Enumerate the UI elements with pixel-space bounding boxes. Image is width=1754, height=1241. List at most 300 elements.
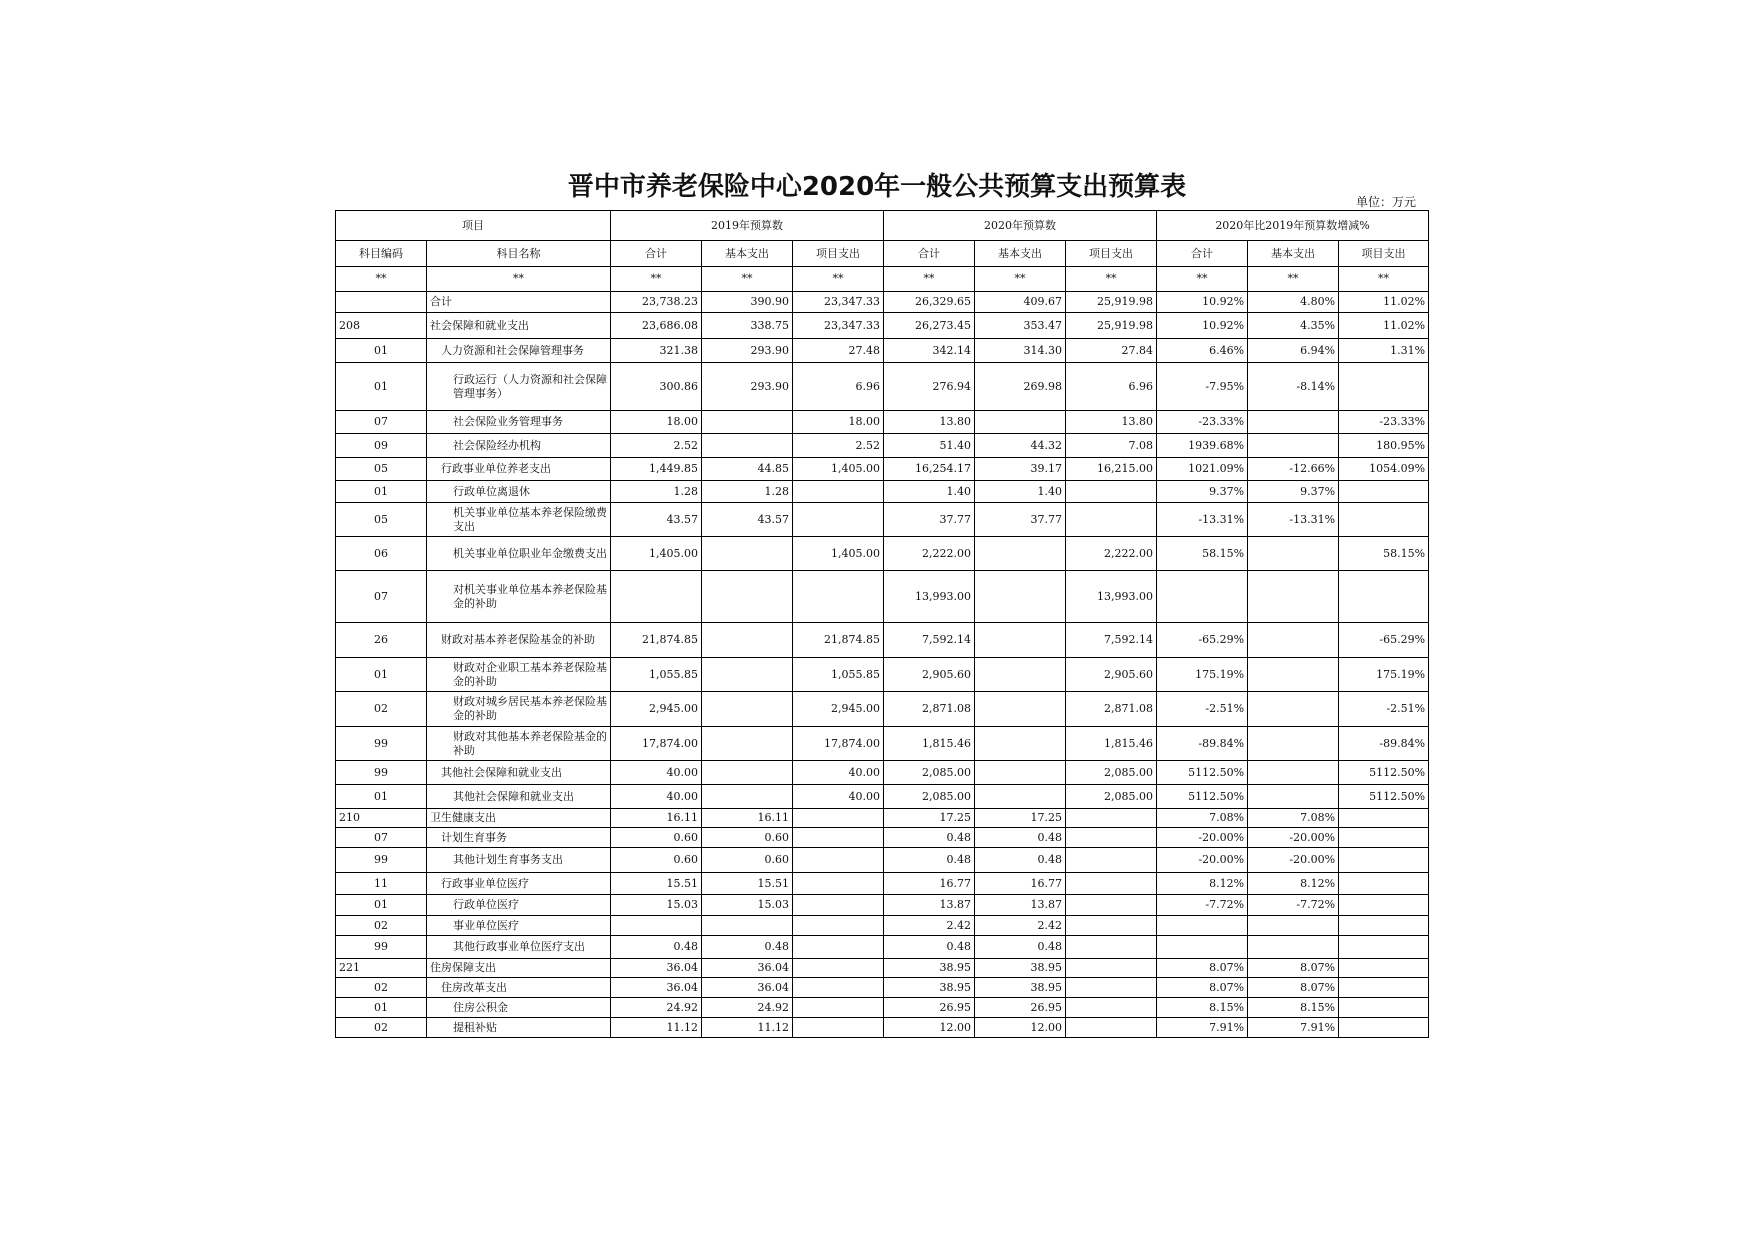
table-row (336, 727, 1429, 761)
subject-name: 其他行政事业单位医疗支出 (427, 936, 611, 959)
value-change-item (1339, 978, 1429, 998)
stars-cell: ** (793, 267, 884, 292)
value-2020-item: 2,905.60 (1066, 658, 1157, 692)
value-2019-basic: 11.12 (702, 1018, 793, 1038)
value-2020-item: 16,215.00 (1066, 458, 1157, 481)
value-2019-basic: 0.48 (702, 936, 793, 959)
value-2020-item (1066, 503, 1157, 537)
subject-code: 99 (336, 848, 427, 873)
value-2020-total: 2,905.60 (884, 658, 975, 692)
value-change-item (1339, 1018, 1429, 1038)
value-2019-basic (702, 571, 793, 623)
subject-code: 26 (336, 623, 427, 658)
value-change-item (1339, 571, 1429, 623)
value-2020-basic (975, 692, 1066, 727)
value-2019-item (793, 873, 884, 895)
value-2020-basic: 0.48 (975, 828, 1066, 848)
value-2019-item: 1,405.00 (793, 537, 884, 571)
value-2020-item (1066, 873, 1157, 895)
value-2020-total: 1,815.46 (884, 727, 975, 761)
subject-name: 其他计划生育事务支出 (427, 848, 611, 873)
value-2020-item: 2,871.08 (1066, 692, 1157, 727)
value-2019-total: 15.03 (611, 895, 702, 916)
value-2020-basic (975, 537, 1066, 571)
value-change-total: -20.00% (1157, 848, 1248, 873)
value-change-basic (1248, 761, 1339, 785)
stars-cell: ** (1339, 267, 1429, 292)
table-row (336, 292, 1429, 313)
table-row (336, 537, 1429, 571)
table-row (336, 895, 1429, 916)
value-2019-total: 23,686.08 (611, 313, 702, 339)
value-2019-total: 43.57 (611, 503, 702, 537)
subject-code: 06 (336, 537, 427, 571)
table-row (336, 571, 1429, 623)
value-2020-basic: 0.48 (975, 936, 1066, 959)
value-2020-item (1066, 895, 1157, 916)
value-change-item (1339, 503, 1429, 537)
table-row (336, 503, 1429, 537)
value-change-basic (1248, 936, 1339, 959)
subject-name: 行政单位医疗 (427, 895, 611, 916)
value-2020-item (1066, 916, 1157, 936)
value-2020-item: 2,222.00 (1066, 537, 1157, 571)
value-2019-total: 24.92 (611, 998, 702, 1018)
value-2019-total: 36.04 (611, 959, 702, 978)
table-row (336, 411, 1429, 434)
value-2019-item: 18.00 (793, 411, 884, 434)
subject-name: 计划生育事务 (427, 828, 611, 848)
value-2019-total: 1.28 (611, 481, 702, 503)
subject-name: 财政对城乡居民基本养老保险基金的补助 (427, 692, 611, 727)
header-code: 科目编码 (336, 241, 427, 267)
value-2019-total: 40.00 (611, 785, 702, 809)
value-change-item: -2.51% (1339, 692, 1429, 727)
subject-code: 02 (336, 916, 427, 936)
value-2020-total: 51.40 (884, 434, 975, 458)
value-2020-total: 37.77 (884, 503, 975, 537)
value-2020-basic: 269.98 (975, 363, 1066, 411)
value-2020-total: 13.87 (884, 895, 975, 916)
subject-name: 卫生健康支出 (427, 809, 611, 828)
value-change-total: 1939.68% (1157, 434, 1248, 458)
subject-code: 99 (336, 761, 427, 785)
value-change-item: 11.02% (1339, 292, 1429, 313)
value-2019-total: 321.38 (611, 339, 702, 363)
table-row (336, 809, 1429, 828)
value-change-total: 5112.50% (1157, 761, 1248, 785)
value-2020-total: 16,254.17 (884, 458, 975, 481)
value-change-total: -2.51% (1157, 692, 1248, 727)
value-2019-basic: 293.90 (702, 363, 793, 411)
subject-code: 99 (336, 727, 427, 761)
header-2019-total: 合计 (611, 241, 702, 267)
value-change-total: 6.46% (1157, 339, 1248, 363)
value-2020-basic: 0.48 (975, 848, 1066, 873)
subject-name: 其他社会保障和就业支出 (427, 761, 611, 785)
value-2019-total: 17,874.00 (611, 727, 702, 761)
table-row (336, 623, 1429, 658)
value-change-basic (1248, 916, 1339, 936)
value-change-basic: 8.07% (1248, 959, 1339, 978)
value-2019-total: 1,405.00 (611, 537, 702, 571)
value-change-total: -65.29% (1157, 623, 1248, 658)
value-change-item (1339, 363, 1429, 411)
stars-cell: ** (975, 267, 1066, 292)
value-2020-basic: 314.30 (975, 339, 1066, 363)
value-2020-item: 2,085.00 (1066, 785, 1157, 809)
value-2019-basic: 0.60 (702, 828, 793, 848)
value-2019-basic: 15.03 (702, 895, 793, 916)
value-2019-basic: 15.51 (702, 873, 793, 895)
subject-name: 住房改革支出 (427, 978, 611, 998)
value-2019-item: 2,945.00 (793, 692, 884, 727)
value-change-item: 58.15% (1339, 537, 1429, 571)
value-2020-total: 13.80 (884, 411, 975, 434)
table-row (336, 458, 1429, 481)
value-2019-item (793, 959, 884, 978)
value-change-item: 175.19% (1339, 658, 1429, 692)
value-2020-total: 26.95 (884, 998, 975, 1018)
value-2019-item (793, 809, 884, 828)
value-change-basic: -13.31% (1248, 503, 1339, 537)
value-change-item: 11.02% (1339, 313, 1429, 339)
value-change-basic: -7.72% (1248, 895, 1339, 916)
value-2019-basic: 338.75 (702, 313, 793, 339)
subject-code: 11 (336, 873, 427, 895)
subject-name: 事业单位医疗 (427, 916, 611, 936)
value-2019-item (793, 503, 884, 537)
value-2020-basic: 38.95 (975, 978, 1066, 998)
subject-name: 人力资源和社会保障管理事务 (427, 339, 611, 363)
value-2020-item: 13,993.00 (1066, 571, 1157, 623)
header-row-columns (336, 241, 1429, 267)
value-change-total: -20.00% (1157, 828, 1248, 848)
value-2019-item: 1,055.85 (793, 658, 884, 692)
value-change-total: 175.19% (1157, 658, 1248, 692)
value-2019-total: 2,945.00 (611, 692, 702, 727)
value-2019-basic: 16.11 (702, 809, 793, 828)
value-2020-total: 276.94 (884, 363, 975, 411)
value-2020-total: 12.00 (884, 1018, 975, 1038)
value-2019-item (793, 936, 884, 959)
header-2019-basic: 基本支出 (702, 241, 793, 267)
value-2020-basic: 16.77 (975, 873, 1066, 895)
header-2019: 2019年预算数 (611, 211, 884, 241)
table-row (336, 339, 1429, 363)
subject-code: 07 (336, 411, 427, 434)
value-change-item (1339, 873, 1429, 895)
value-2019-item (793, 1018, 884, 1038)
subject-name: 行政事业单位养老支出 (427, 458, 611, 481)
header-2020-total: 合计 (884, 241, 975, 267)
value-2019-item (793, 895, 884, 916)
value-2020-basic (975, 761, 1066, 785)
value-2019-total: 16.11 (611, 809, 702, 828)
subject-code: 01 (336, 658, 427, 692)
value-2019-basic: 1.28 (702, 481, 793, 503)
subject-code: 02 (336, 978, 427, 998)
value-2020-total: 2.42 (884, 916, 975, 936)
value-change-total: 8.07% (1157, 959, 1248, 978)
value-2019-item: 6.96 (793, 363, 884, 411)
value-2019-item: 21,874.85 (793, 623, 884, 658)
value-2020-total: 13,993.00 (884, 571, 975, 623)
subject-name: 行政事业单位医疗 (427, 873, 611, 895)
value-change-item (1339, 916, 1429, 936)
value-change-total (1157, 571, 1248, 623)
table-row (336, 658, 1429, 692)
value-2019-basic (702, 785, 793, 809)
table-row (336, 959, 1429, 978)
subject-name: 住房公积金 (427, 998, 611, 1018)
value-2019-item: 23,347.33 (793, 313, 884, 339)
header-change-basic: 基本支出 (1248, 241, 1339, 267)
value-2020-basic (975, 411, 1066, 434)
value-change-basic (1248, 658, 1339, 692)
value-2019-total: 1,055.85 (611, 658, 702, 692)
value-2020-basic: 12.00 (975, 1018, 1066, 1038)
value-change-item: 1054.09% (1339, 458, 1429, 481)
value-2019-basic (702, 692, 793, 727)
subject-name: 财政对企业职工基本养老保险基金的补助 (427, 658, 611, 692)
subject-code: 221 (336, 959, 427, 978)
subject-code: 01 (336, 363, 427, 411)
value-change-item (1339, 481, 1429, 503)
subject-name: 机关事业单位职业年金缴费支出 (427, 537, 611, 571)
value-change-basic: 4.80% (1248, 292, 1339, 313)
value-2020-basic: 409.67 (975, 292, 1066, 313)
value-2020-total: 38.95 (884, 978, 975, 998)
header-2020: 2020年预算数 (884, 211, 1157, 241)
value-2020-total: 26,329.65 (884, 292, 975, 313)
value-change-item (1339, 828, 1429, 848)
value-2019-total: 1,449.85 (611, 458, 702, 481)
subject-code: 07 (336, 571, 427, 623)
value-2020-total: 342.14 (884, 339, 975, 363)
subject-name: 行政单位离退休 (427, 481, 611, 503)
stars-cell: ** (336, 267, 427, 292)
value-change-item: 5112.50% (1339, 785, 1429, 809)
value-change-basic: 4.35% (1248, 313, 1339, 339)
value-2020-item: 13.80 (1066, 411, 1157, 434)
stars-cell: ** (1066, 267, 1157, 292)
unit-label: 单位：万元 (1355, 195, 1416, 209)
value-2019-basic (702, 727, 793, 761)
table-row (336, 1018, 1429, 1038)
value-2019-item (793, 848, 884, 873)
value-2020-basic: 13.87 (975, 895, 1066, 916)
value-2019-total: 0.60 (611, 828, 702, 848)
value-change-item: 1.31% (1339, 339, 1429, 363)
table-row (336, 692, 1429, 727)
value-change-basic (1248, 785, 1339, 809)
value-change-basic: 8.12% (1248, 873, 1339, 895)
value-2020-basic (975, 571, 1066, 623)
value-2019-basic (702, 537, 793, 571)
subject-code: 02 (336, 1018, 427, 1038)
value-2020-item (1066, 828, 1157, 848)
value-2019-item: 1,405.00 (793, 458, 884, 481)
value-2019-item (793, 916, 884, 936)
subject-code: 07 (336, 828, 427, 848)
value-2019-total (611, 916, 702, 936)
value-2020-item: 7.08 (1066, 434, 1157, 458)
value-2019-item: 40.00 (793, 761, 884, 785)
subject-name: 社会保险业务管理事务 (427, 411, 611, 434)
value-2020-basic: 44.32 (975, 434, 1066, 458)
value-change-basic: -8.14% (1248, 363, 1339, 411)
value-2020-total: 2,222.00 (884, 537, 975, 571)
value-2019-basic: 24.92 (702, 998, 793, 1018)
value-2020-item (1066, 936, 1157, 959)
page-title: 晋中市养老保险中心2020年一般公共预算支出预算表 (567, 172, 1187, 202)
subject-code: 210 (336, 809, 427, 828)
value-2020-basic (975, 623, 1066, 658)
value-2019-total: 0.60 (611, 848, 702, 873)
value-2019-total: 2.52 (611, 434, 702, 458)
value-change-basic: 8.15% (1248, 998, 1339, 1018)
value-2020-item (1066, 978, 1157, 998)
value-change-basic (1248, 411, 1339, 434)
value-2019-total: 36.04 (611, 978, 702, 998)
value-2019-basic: 43.57 (702, 503, 793, 537)
value-change-item: -65.29% (1339, 623, 1429, 658)
value-2019-basic: 0.60 (702, 848, 793, 873)
table-row (336, 434, 1429, 458)
value-2019-item: 40.00 (793, 785, 884, 809)
value-change-item (1339, 895, 1429, 916)
value-2019-total: 11.12 (611, 1018, 702, 1038)
value-2019-basic: 293.90 (702, 339, 793, 363)
stars-cell: ** (702, 267, 793, 292)
value-change-item (1339, 998, 1429, 1018)
value-change-total: -23.33% (1157, 411, 1248, 434)
value-2020-basic: 2.42 (975, 916, 1066, 936)
table-row (336, 978, 1429, 998)
stars-cell: ** (884, 267, 975, 292)
value-2020-item: 6.96 (1066, 363, 1157, 411)
value-change-item (1339, 959, 1429, 978)
value-2020-item: 2,085.00 (1066, 761, 1157, 785)
value-change-total: 8.15% (1157, 998, 1248, 1018)
table-row (336, 481, 1429, 503)
value-2020-basic: 1.40 (975, 481, 1066, 503)
subject-name: 提租补贴 (427, 1018, 611, 1038)
stars-cell: ** (611, 267, 702, 292)
value-2019-item (793, 998, 884, 1018)
value-change-total: -13.31% (1157, 503, 1248, 537)
subject-name: 住房保障支出 (427, 959, 611, 978)
value-2020-basic: 38.95 (975, 959, 1066, 978)
value-change-item: 5112.50% (1339, 761, 1429, 785)
value-change-item: -23.33% (1339, 411, 1429, 434)
value-2020-item: 25,919.98 (1066, 313, 1157, 339)
value-2020-item (1066, 1018, 1157, 1038)
value-2019-basic: 44.85 (702, 458, 793, 481)
value-2019-total: 300.86 (611, 363, 702, 411)
subject-name: 行政运行（人力资源和社会保障管理事务） (427, 363, 611, 411)
value-change-basic: 7.08% (1248, 809, 1339, 828)
header-change-total: 合计 (1157, 241, 1248, 267)
value-change-basic (1248, 727, 1339, 761)
value-2020-basic: 39.17 (975, 458, 1066, 481)
header-2020-item: 项目支出 (1066, 241, 1157, 267)
table-row (336, 848, 1429, 873)
value-2020-item: 25,919.98 (1066, 292, 1157, 313)
value-2019-total: 40.00 (611, 761, 702, 785)
subject-code: 05 (336, 503, 427, 537)
value-change-total: 10.92% (1157, 292, 1248, 313)
subject-code: 01 (336, 998, 427, 1018)
header-name: 科目名称 (427, 241, 611, 267)
value-2020-basic: 353.47 (975, 313, 1066, 339)
value-2019-item: 23,347.33 (793, 292, 884, 313)
value-2019-item: 2.52 (793, 434, 884, 458)
table-row (336, 761, 1429, 785)
table-row (336, 916, 1429, 936)
value-change-basic (1248, 434, 1339, 458)
subject-code: 99 (336, 936, 427, 959)
value-2019-total (611, 571, 702, 623)
value-change-basic: 7.91% (1248, 1018, 1339, 1038)
value-2020-item: 1,815.46 (1066, 727, 1157, 761)
subject-name: 对机关事业单位基本养老保险基金的补助 (427, 571, 611, 623)
header-2019-item: 项目支出 (793, 241, 884, 267)
value-change-basic (1248, 537, 1339, 571)
value-2019-basic (702, 658, 793, 692)
value-2020-basic: 17.25 (975, 809, 1066, 828)
value-2020-total: 17.25 (884, 809, 975, 828)
subject-code: 208 (336, 313, 427, 339)
value-2019-item: 17,874.00 (793, 727, 884, 761)
table-row (336, 785, 1429, 809)
value-2019-basic (702, 411, 793, 434)
table-row (336, 828, 1429, 848)
value-change-total: 5112.50% (1157, 785, 1248, 809)
subject-code: 01 (336, 481, 427, 503)
subject-code (336, 292, 427, 313)
value-change-basic: 9.37% (1248, 481, 1339, 503)
value-2019-basic: 36.04 (702, 959, 793, 978)
value-change-total: 10.92% (1157, 313, 1248, 339)
value-2019-basic (702, 761, 793, 785)
header-change-item: 项目支出 (1339, 241, 1429, 267)
subject-name: 机关事业单位基本养老保险缴费支出 (427, 503, 611, 537)
value-change-basic: 8.07% (1248, 978, 1339, 998)
value-change-total: 1021.09% (1157, 458, 1248, 481)
value-2020-item (1066, 848, 1157, 873)
value-change-basic (1248, 571, 1339, 623)
value-change-basic: 6.94% (1248, 339, 1339, 363)
table-row (336, 998, 1429, 1018)
value-2020-item (1066, 959, 1157, 978)
value-change-basic: -12.66% (1248, 458, 1339, 481)
subject-name: 社会保障和就业支出 (427, 313, 611, 339)
subject-name: 财政对其他基本养老保险基金的补助 (427, 727, 611, 761)
value-2020-total: 26,273.45 (884, 313, 975, 339)
subject-code: 01 (336, 785, 427, 809)
value-2020-total: 16.77 (884, 873, 975, 895)
subject-code: 05 (336, 458, 427, 481)
value-2020-total: 7,592.14 (884, 623, 975, 658)
value-2020-item (1066, 809, 1157, 828)
value-2019-basic: 390.90 (702, 292, 793, 313)
value-2020-total: 2,085.00 (884, 761, 975, 785)
subject-code: 01 (336, 339, 427, 363)
value-change-total: 58.15% (1157, 537, 1248, 571)
value-change-total: 8.07% (1157, 978, 1248, 998)
